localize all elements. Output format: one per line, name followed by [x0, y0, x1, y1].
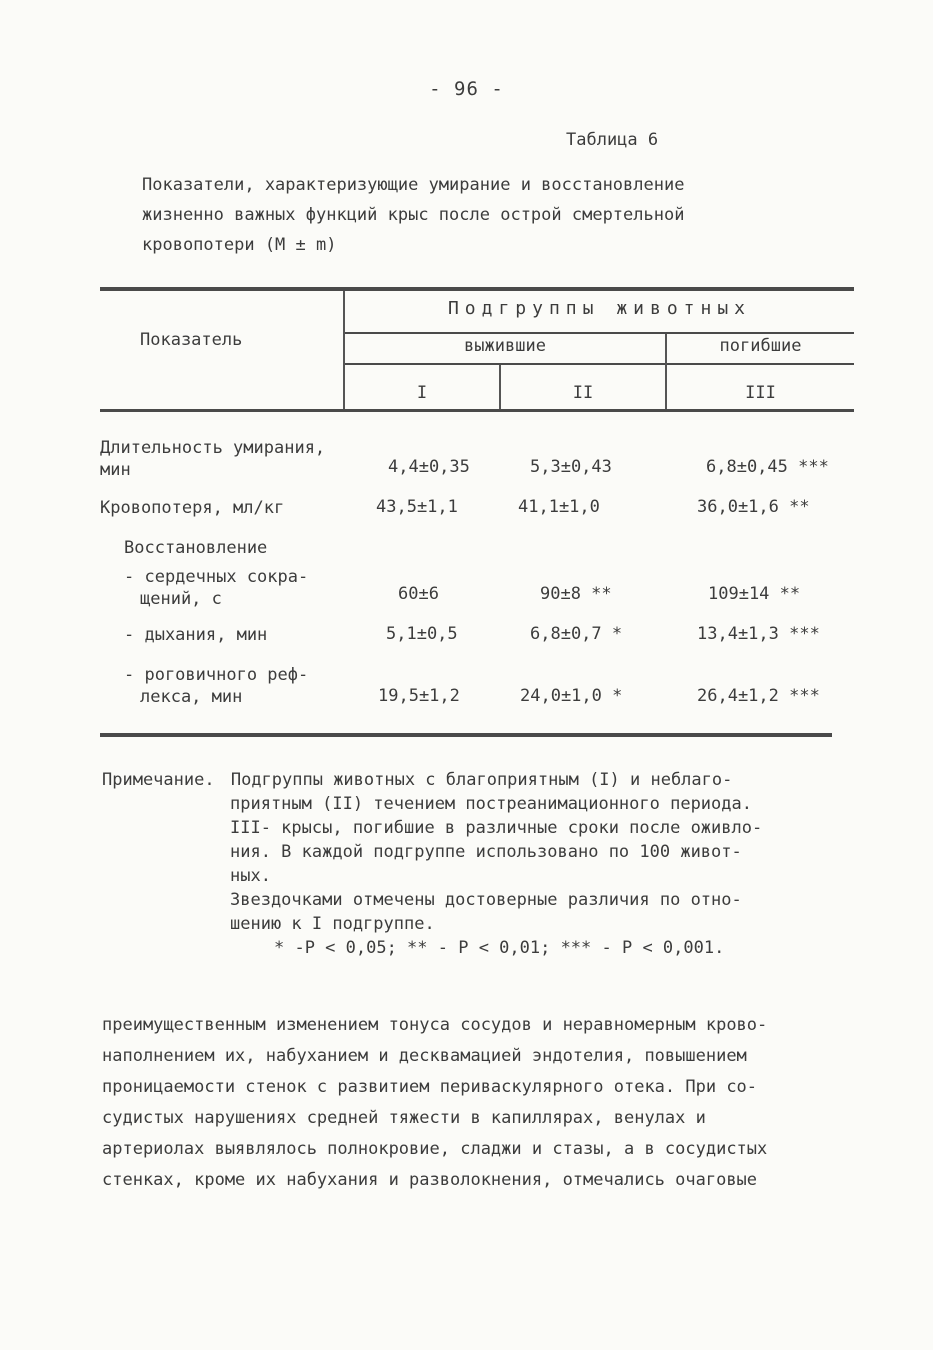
value-group-II: 6,8±0,7 * [530, 624, 623, 644]
subgroup-I: I [416, 383, 428, 403]
value-group-II: 90±8 ** [540, 584, 612, 604]
header-bottom-rule [100, 409, 854, 412]
subgroup-II: II [572, 383, 594, 403]
value-group-I: 43,5±1,1 [376, 497, 458, 517]
body-text [102, 1010, 862, 1196]
value-group-I: 60±6 [398, 584, 439, 604]
note-heading: Примечание. [102, 770, 215, 790]
body-line: преимущественным изменением тонуса сосудов и неравномерным крово- [102, 1015, 768, 1035]
row-label: Кровопотеря, мл/кг [100, 498, 285, 518]
row-label: Длительность умирания, мин [100, 438, 326, 480]
value-group-II: 41,1±1,0 [518, 497, 600, 517]
note-line: шению к I подгруппе. [230, 914, 435, 934]
row-label: - роговичного реф- лекса, мин [124, 665, 309, 707]
note-line: III- крысы, погибшие в различные сроки после оживло- [230, 818, 763, 838]
row-label: - дыхания, мин [124, 625, 268, 645]
row-label: - сердечных сокра- щений, с [124, 567, 309, 609]
body-line: проницаемости стенок с развитием периваскулярного отека. При со- [102, 1077, 758, 1097]
table-top-rule [100, 287, 854, 291]
body-line: судистых нарушениях средней тяжести в капиллярах, венулах и [102, 1108, 706, 1128]
header-survived: выжившие [464, 336, 546, 356]
header-died: погибшие [719, 336, 802, 356]
significance-legend: * -P < 0,05; ** - P < 0,01; *** - P < 0,001. [274, 938, 725, 958]
caption-line: кровопотери (M ± m) [142, 235, 337, 255]
header-indicator: Показатель [140, 330, 243, 350]
value-group-I: 4,4±0,35 [388, 457, 470, 477]
value-group-III: 26,4±1,2 *** [697, 686, 820, 706]
value-group-I: 5,1±0,5 [386, 624, 458, 644]
value-group-III: 36,0±1,6 ** [697, 497, 810, 517]
table-caption [142, 170, 802, 260]
table-bottom-rule [100, 733, 832, 737]
header-group: Подгруппы животных [447, 298, 752, 319]
note-line: Звездочками отмечены достоверные различия по отно- [230, 890, 742, 910]
value-group-III: 13,4±1,3 *** [697, 624, 820, 644]
subgroup-III: III [745, 383, 776, 403]
value-group-II: 24,0±1,0 * [520, 686, 623, 706]
caption-line: Показатели, характеризующие умирание и восстановление [142, 175, 685, 195]
value-group-II: 5,3±0,43 [530, 457, 612, 477]
table-note [102, 768, 862, 960]
table-label: Таблица 6 [566, 130, 659, 150]
body-line: стенках, кроме их набухания и разволокнения, отмечались очаговые [102, 1170, 758, 1190]
note-line: ных. [230, 866, 271, 886]
note-line: приятным (II) течением постреанимационного периода. [230, 794, 752, 814]
group-rule [345, 332, 854, 334]
page-number: - 96 - [429, 78, 504, 100]
subgroup-rule [345, 363, 854, 365]
value-group-III: 109±14 ** [708, 584, 801, 604]
note-line: ния. В каждой подгруппе использовано по 100 живот- [230, 842, 742, 862]
body-line: артериолах выявлялось полнокровие, сладжи и стазы, а в сосудистых [102, 1139, 768, 1159]
value-group-III: 6,8±0,45 *** [706, 457, 829, 477]
body-line: наполнением их, набуханием и десквамацией эндотелия, повышением [102, 1046, 747, 1066]
note-line: Подгруппы животных с благоприятным (I) и неблаго- [230, 770, 733, 790]
value-group-I: 19,5±1,2 [378, 686, 460, 706]
caption-line: жизненно важных функций крыс после острой смертельной [142, 205, 685, 225]
row-label: Восстановление [124, 538, 268, 558]
